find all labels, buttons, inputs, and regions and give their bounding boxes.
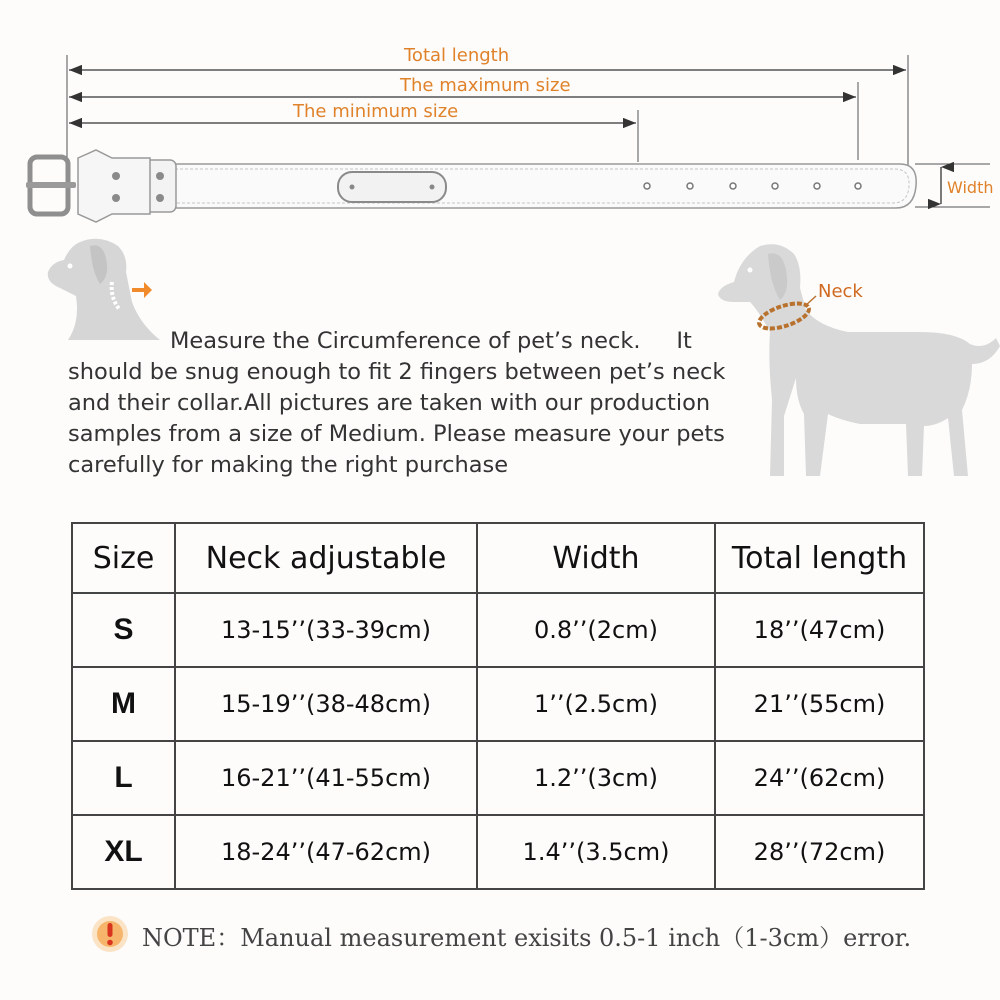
instructions-line-3: and their collar.All pictures are taken with our production — [68, 390, 711, 416]
neck-label: Neck — [818, 281, 863, 302]
size-cell: XL — [72, 815, 175, 889]
size-chart-table — [71, 522, 925, 890]
length-cell: 21’’(55cm) — [715, 667, 924, 741]
measurement-instructions — [68, 326, 768, 481]
width-cell: 1.4’’(3.5cm) — [477, 815, 715, 889]
min-size-label: The minimum size — [293, 101, 459, 122]
table-row — [72, 815, 924, 889]
total-length-label: Total length — [404, 45, 510, 66]
size-cell: S — [72, 593, 175, 667]
note-text: NOTE：Manual measurement exisits 0.5-1 inch（1-3cm）error. — [142, 924, 912, 952]
collar-tip — [78, 150, 150, 222]
instructions-line-2: should be snug enough to fit 2 fingers between pet’s neck — [68, 359, 726, 385]
collar-diagram — [0, 0, 1000, 230]
instructions-line-5: carefully for making the right purchase — [68, 452, 509, 478]
length-cell: 18’’(47cm) — [715, 593, 924, 667]
neck-cell: 16-21’’(41-55cm) — [175, 741, 477, 815]
max-size-label: The maximum size — [400, 75, 571, 96]
length-cell: 24’’(62cm) — [715, 741, 924, 815]
exclamation-icon — [90, 914, 130, 954]
width-cell: 1.2’’(3cm) — [477, 741, 715, 815]
collar-strap — [160, 164, 916, 208]
table-header-row — [72, 523, 924, 593]
width-label: Width — [947, 178, 994, 197]
size-cell: L — [72, 741, 175, 815]
header-width: Width — [477, 523, 715, 593]
header-size: Size — [72, 523, 175, 593]
neck-cell: 15-19’’(38-48cm) — [175, 667, 477, 741]
instructions-line-1: Measure the Circumference of pet’s neck. It — [170, 328, 692, 354]
length-cell: 28’’(72cm) — [715, 815, 924, 889]
width-cell: 0.8’’(2cm) — [477, 593, 715, 667]
table-row — [72, 741, 924, 815]
instructions-line-4: samples from a size of Medium. Please measure your pets — [68, 421, 725, 447]
table-row — [72, 593, 924, 667]
header-total-length: Total length — [715, 523, 924, 593]
neck-cell: 13-15’’(33-39cm) — [175, 593, 477, 667]
neck-cell: 18-24’’(47-62cm) — [175, 815, 477, 889]
size-cell: M — [72, 667, 175, 741]
header-neck-adjustable: Neck adjustable — [175, 523, 477, 593]
width-cell: 1’’(2.5cm) — [477, 667, 715, 741]
table-row — [72, 667, 924, 741]
